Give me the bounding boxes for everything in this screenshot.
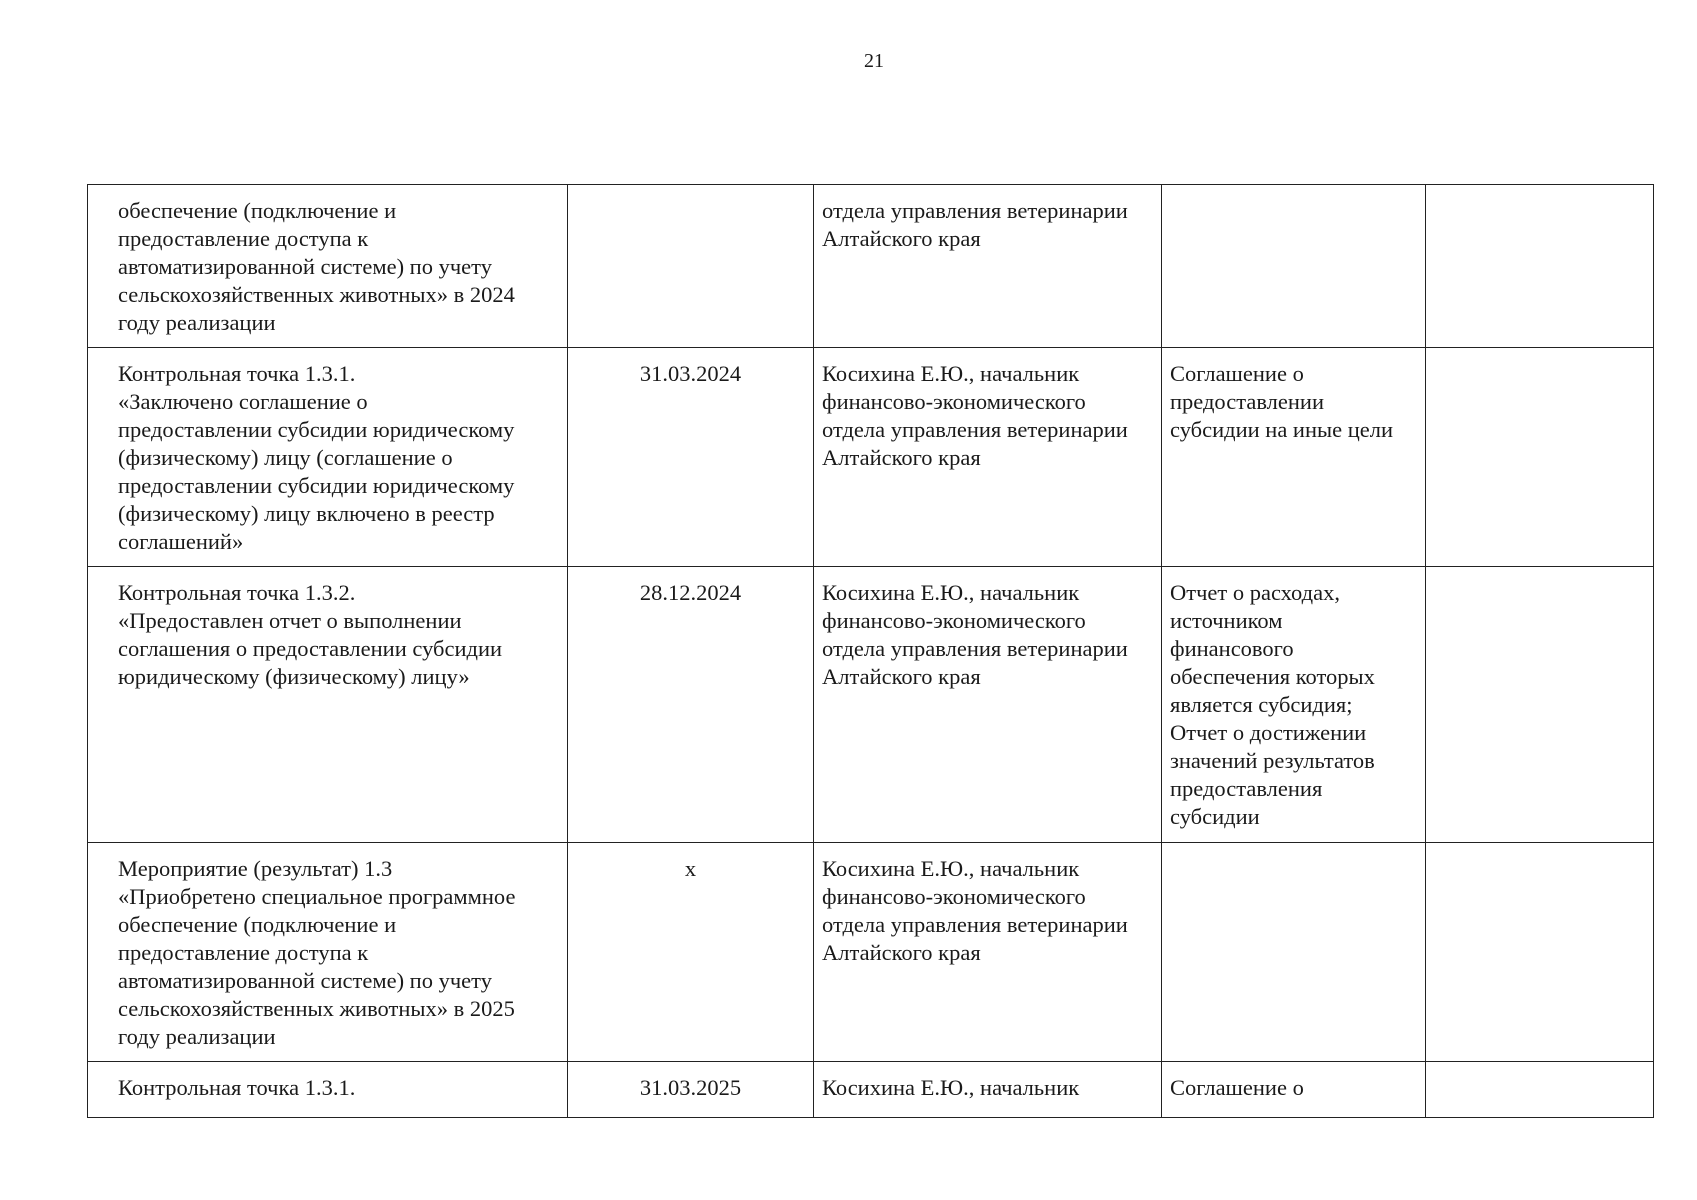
event-cell: [88, 567, 568, 843]
cell-text-line: «Предоставлен отчет о выполнении: [118, 608, 462, 633]
plan-table: [87, 184, 1654, 1118]
cell-text-line: Контрольная точка 1.3.2.: [118, 580, 356, 605]
event-cell: [88, 185, 568, 348]
table-row: [88, 843, 1654, 1062]
cell-text-line: обеспечения которых: [1170, 664, 1375, 689]
page-number: 21: [864, 50, 884, 72]
cell-text-line: источником: [1170, 608, 1283, 633]
responsible-cell: [814, 843, 1162, 1062]
cell-text-line: Соглашение о: [1170, 1075, 1304, 1100]
cell-text-line: Контрольная точка 1.3.1.: [118, 1075, 356, 1100]
cell-text-line: (физическому) лицу (соглашение о: [118, 445, 453, 470]
cell-text-line: финансово-экономического: [822, 608, 1086, 633]
extra-cell: [1426, 1062, 1654, 1118]
extra-cell: [1426, 567, 1654, 843]
event-cell: [88, 843, 568, 1062]
cell-text-line: обеспечение (подключение и: [118, 198, 397, 223]
date-cell: 31.03.2025: [568, 1062, 814, 1118]
extra-cell: [1426, 185, 1654, 348]
document-cell: [1162, 567, 1426, 843]
cell-text-line: Отчет о расходах,: [1170, 580, 1340, 605]
document-cell: [1162, 348, 1426, 567]
responsible-cell: [814, 567, 1162, 843]
document-cell: [1162, 1062, 1426, 1118]
cell-text-line: Контрольная точка 1.3.1.: [118, 361, 356, 386]
cell-text-line: предоставления: [1170, 776, 1323, 801]
responsible-cell: [814, 348, 1162, 567]
cell-text-line: Косихина Е.Ю., начальник: [822, 856, 1080, 881]
cell-text-line: Алтайского края: [822, 445, 981, 470]
date-cell: х: [568, 843, 814, 1062]
table-row: [88, 1062, 1654, 1118]
cell-text-line: Косихина Е.Ю., начальник: [822, 361, 1080, 386]
cell-text-line: «Приобретено специальное программное: [118, 884, 516, 909]
cell-text-line: Косихина Е.Ю., начальник: [822, 1075, 1080, 1100]
cell-text-line: предоставлении субсидии юридическому: [118, 473, 515, 498]
cell-text-line: предоставление доступа к: [118, 940, 369, 965]
cell-text-line: предоставлении: [1170, 389, 1324, 414]
cell-text-line: является субсидия;: [1170, 692, 1353, 717]
document-cell: [1162, 843, 1426, 1062]
event-cell: [88, 348, 568, 567]
date-cell: [568, 185, 814, 348]
cell-text-line: значений результатов: [1170, 748, 1375, 773]
cell-text-line: юридическому (физическому) лицу»: [118, 664, 470, 689]
event-cell: [88, 1062, 568, 1118]
cell-text-line: Соглашение о: [1170, 361, 1304, 386]
extra-cell: [1426, 843, 1654, 1062]
cell-text-line: автоматизированной системе) по учету: [118, 968, 492, 993]
table-row: [88, 185, 1654, 348]
responsible-cell: [814, 185, 1162, 348]
cell-text-line: Алтайского края: [822, 226, 981, 251]
cell-text-line: Алтайского края: [822, 940, 981, 965]
table-row: [88, 348, 1654, 567]
cell-text-line: году реализации: [118, 310, 276, 335]
cell-text-line: субсидии: [1170, 804, 1260, 829]
cell-text-line: обеспечение (подключение и: [118, 912, 397, 937]
date-cell: 31.03.2024: [568, 348, 814, 567]
cell-text-line: сельскохозяйственных животных» в 2024: [118, 282, 515, 307]
cell-text-line: финансового: [1170, 636, 1294, 661]
table-row: [88, 567, 1654, 843]
cell-text-line: (физическому) лицу включено в реестр: [118, 501, 495, 526]
cell-text-line: предоставление доступа к: [118, 226, 369, 251]
cell-text-line: автоматизированной системе) по учету: [118, 254, 492, 279]
cell-text-line: Алтайского края: [822, 664, 981, 689]
cell-text-line: Отчет о достижении: [1170, 720, 1367, 745]
cell-text-line: отдела управления ветеринарии: [822, 912, 1128, 937]
cell-text-line: Косихина Е.Ю., начальник: [822, 580, 1080, 605]
cell-text-line: отдела управления ветеринарии: [822, 636, 1128, 661]
document-cell: [1162, 185, 1426, 348]
cell-text-line: предоставлении субсидии юридическому: [118, 417, 515, 442]
cell-text-line: отдела управления ветеринарии: [822, 198, 1128, 223]
extra-cell: [1426, 348, 1654, 567]
cell-text-line: финансово-экономического: [822, 389, 1086, 414]
cell-text-line: субсидии на иные цели: [1170, 417, 1394, 442]
cell-text-line: отдела управления ветеринарии: [822, 417, 1128, 442]
date-cell: 28.12.2024: [568, 567, 814, 843]
cell-text-line: сельскохозяйственных животных» в 2025: [118, 996, 515, 1021]
cell-text-line: соглашения о предоставлении субсидии: [118, 636, 503, 661]
cell-text-line: году реализации: [118, 1024, 276, 1049]
responsible-cell: [814, 1062, 1162, 1118]
cell-text-line: «Заключено соглашение о: [118, 389, 368, 414]
cell-text-line: Мероприятие (результат) 1.3: [118, 856, 393, 881]
cell-text-line: соглашений»: [118, 529, 244, 554]
cell-text-line: финансово-экономического: [822, 884, 1086, 909]
